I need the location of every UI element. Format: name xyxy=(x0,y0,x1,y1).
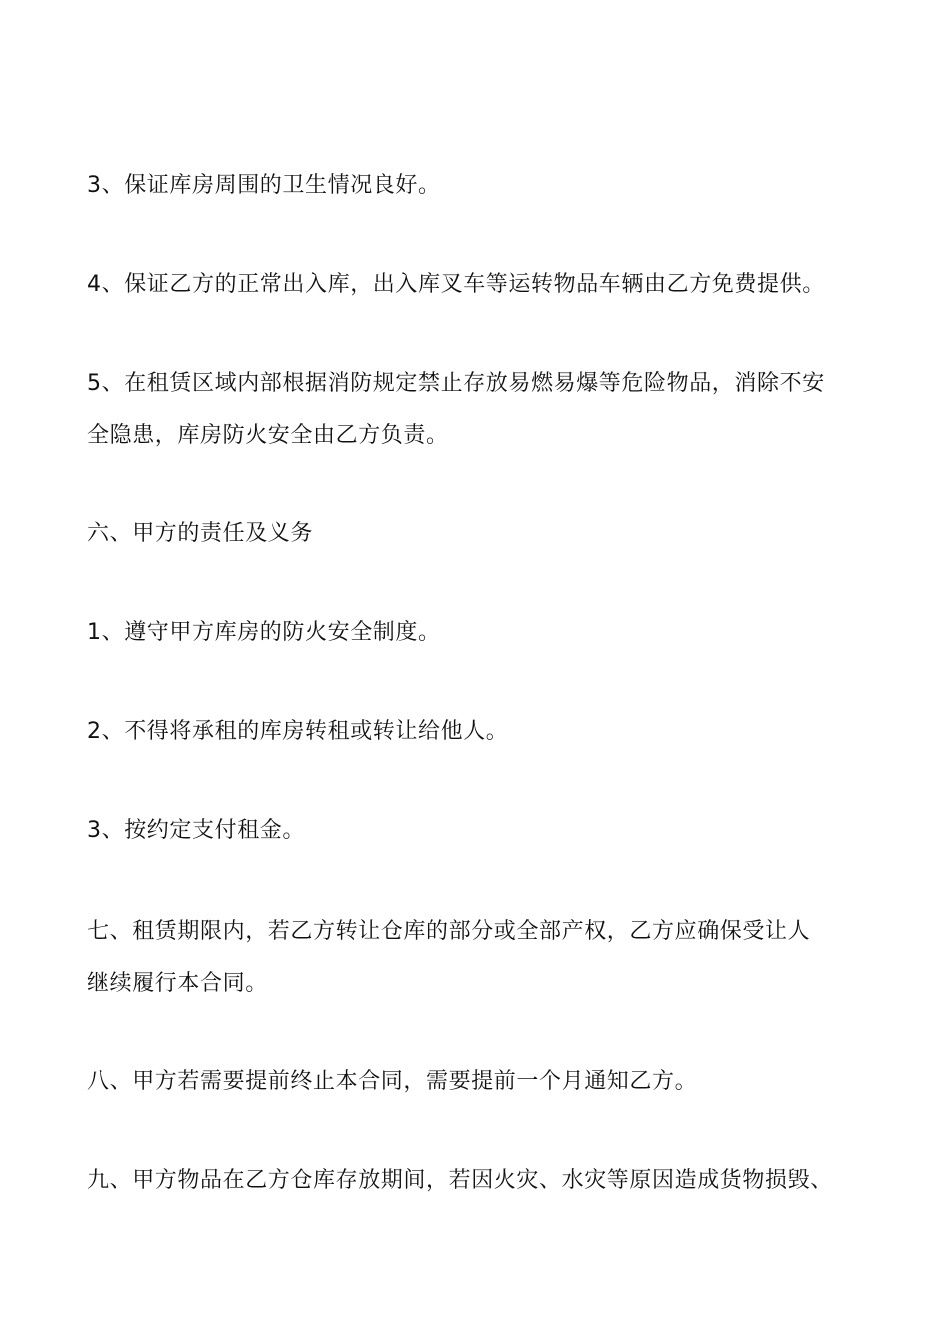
section-8-termination xyxy=(87,1056,887,1108)
paragraph-line: 3、保证库房周围的卫生情况良好。 xyxy=(87,173,441,198)
section-heading-6 xyxy=(87,508,887,560)
paragraph-4-inbound-outbound xyxy=(87,259,887,311)
section-9-damage xyxy=(87,1155,887,1207)
heading-text: 六、甲方的责任及义务 xyxy=(87,521,314,546)
paragraph-2-no-sublease xyxy=(87,706,887,758)
paragraph-3-pay-rent xyxy=(87,805,887,857)
paragraph-1-fire-rules xyxy=(87,607,887,659)
paragraph-line: 八、甲方若需要提前终止本合同，需要提前一个月通知乙方。 xyxy=(87,1069,698,1094)
paragraph-line: 九、甲方物品在乙方仓库存放期间，若因火灾、水灾等原因造成货物损毁、 xyxy=(87,1168,833,1193)
section-7-transfer xyxy=(87,906,887,1010)
paragraph-line: 4、保证乙方的正常出入库，出入库叉车等运转物品车辆由乙方免费提供。 xyxy=(87,272,825,297)
paragraph-line: 全隐患，库房防火安全由乙方负责。 xyxy=(87,423,449,448)
paragraph-line: 3、按约定支付租金。 xyxy=(87,818,305,843)
paragraph-line: 1、遵守甲方库房的防火安全制度。 xyxy=(87,620,441,645)
paragraph-3-hygiene xyxy=(87,160,887,212)
paragraph-line: 继续履行本合同。 xyxy=(87,971,268,996)
paragraph-line: 2、不得将承租的库房转租或转让给他人。 xyxy=(87,719,509,744)
paragraph-line: 七、租赁期限内，若乙方转让仓库的部分或全部产权，乙方应确保受让人 xyxy=(87,919,811,944)
paragraph-line: 5、在租赁区域内部根据消防规定禁止存放易燃易爆等危险物品，消除不安 xyxy=(87,371,825,396)
paragraph-5-fire-safety xyxy=(87,358,887,462)
